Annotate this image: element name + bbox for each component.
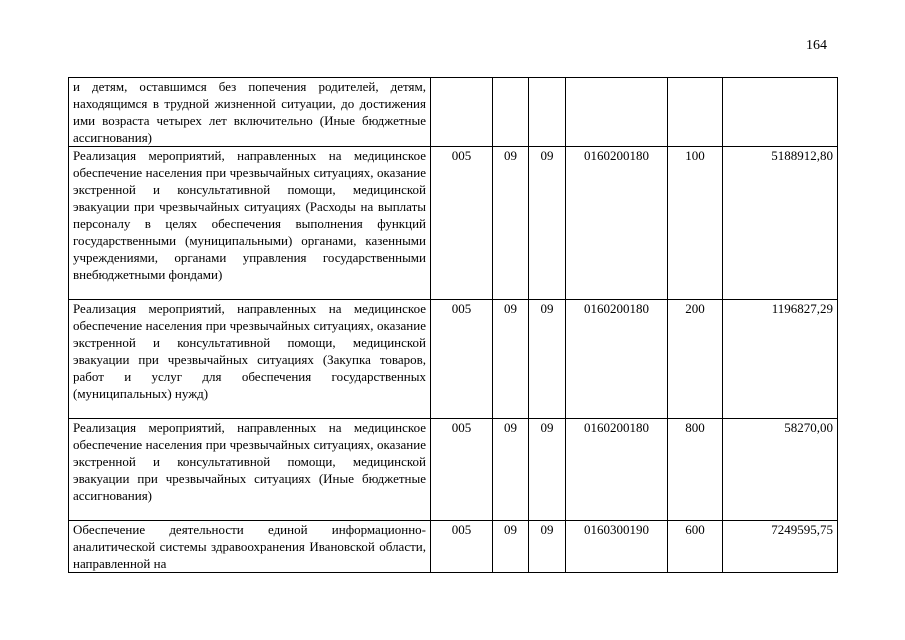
table-row: [69, 419, 838, 521]
table-row: [69, 300, 838, 419]
table-row: [69, 78, 838, 147]
row-ved-code: 005: [431, 521, 493, 573]
row-expense-type-code: 600: [668, 521, 723, 573]
row-ved-code: 005: [431, 419, 493, 521]
row-section-code: [493, 78, 529, 147]
row-amount: 1196827,29: [723, 300, 838, 419]
row-section-code: 09: [493, 419, 529, 521]
row-amount: 7249595,75: [723, 521, 838, 573]
budget-table: [68, 77, 838, 573]
row-subsection-code: 09: [529, 147, 566, 300]
row-expense-type-code: 200: [668, 300, 723, 419]
row-description: и детям, оставшимся без попечения родителей, детям, находящимся в трудной жизненной ситуации, до достижения ими возраста четырех лет включительно (Иные бюджетные ассигнования): [69, 78, 431, 147]
row-section-code: 09: [493, 521, 529, 573]
page-number: 164: [806, 38, 827, 53]
row-ved-code: 005: [431, 147, 493, 300]
row-expense-type-code: [668, 78, 723, 147]
row-ved-code: [431, 78, 493, 147]
row-amount: [723, 78, 838, 147]
row-amount: 58270,00: [723, 419, 838, 521]
table-row: [69, 521, 838, 573]
table-row: [69, 147, 838, 300]
row-expense-type-code: 100: [668, 147, 723, 300]
row-subsection-code: [529, 78, 566, 147]
row-description: Обеспечение деятельности единой информационно-аналитической системы здравоохранения Ивановской области, направленной на: [69, 521, 431, 573]
row-target-code: 0160300190: [566, 521, 668, 573]
row-section-code: 09: [493, 300, 529, 419]
row-subsection-code: 09: [529, 300, 566, 419]
row-subsection-code: 09: [529, 521, 566, 573]
row-description: Реализация мероприятий, направленных на медицинское обеспечение населения при чрезвычайных ситуациях, оказание экстренной и консультативной помощи, медицинской эвакуации при чрезвычайных ситуациях (Расходы на выплаты персоналу в целях обеспечения выполнения функций государственными (муниципальными) органами, казенными учреждениями, органами управления государственными внебюджетными фондами): [69, 147, 431, 300]
row-section-code: 09: [493, 147, 529, 300]
row-amount: 5188912,80: [723, 147, 838, 300]
row-target-code: 0160200180: [566, 300, 668, 419]
row-description: Реализация мероприятий, направленных на медицинское обеспечение населения при чрезвычайных ситуациях, оказание экстренной и консультативной помощи, медицинской эвакуации при чрезвычайных ситуациях (Закупка товаров, работ и услуг для обеспечения государственных (муниципальных) нужд): [69, 300, 431, 419]
row-description: Реализация мероприятий, направленных на медицинское обеспечение населения при чрезвычайных ситуациях, оказание экстренной и консультативной помощи, медицинской эвакуации при чрезвычайных ситуациях (Иные бюджетные ассигнования): [69, 419, 431, 521]
row-target-code: 0160200180: [566, 419, 668, 521]
row-target-code: [566, 78, 668, 147]
row-subsection-code: 09: [529, 419, 566, 521]
row-expense-type-code: 800: [668, 419, 723, 521]
row-target-code: 0160200180: [566, 147, 668, 300]
row-ved-code: 005: [431, 300, 493, 419]
